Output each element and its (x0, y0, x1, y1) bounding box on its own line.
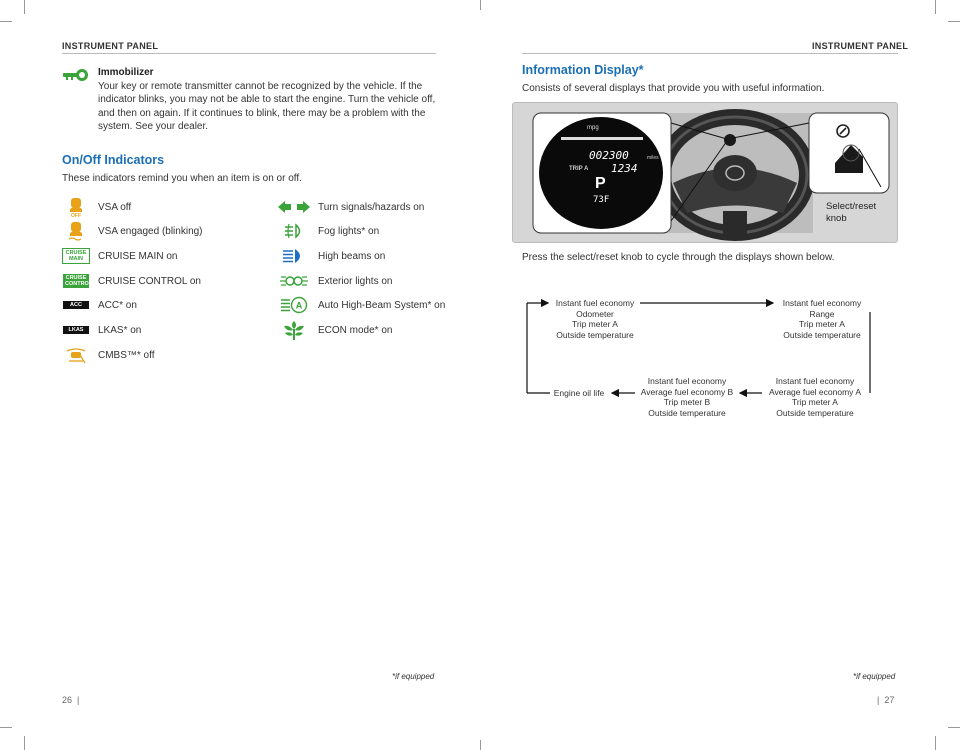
auto-high-beam-icon (276, 295, 312, 315)
display-trip-value: 1234 (611, 162, 638, 175)
crop-mark (935, 0, 936, 14)
crop-mark (480, 740, 481, 750)
crop-mark (0, 727, 12, 728)
left-footnote: *if equipped (392, 672, 435, 681)
indicator-label: VSA engaged (blinking) (98, 225, 203, 237)
onoff-intro: These indicators remind you when an item is on or off. (62, 173, 302, 184)
right-page-number: | 27 (877, 695, 895, 705)
crop-mark (24, 736, 25, 750)
indicator-label: Turn signals/hazards on (318, 201, 425, 213)
indicator-label: ACC* on (98, 299, 137, 311)
crop-mark (948, 21, 960, 22)
right-header-rule (522, 53, 898, 54)
cycle-display-5: Engine oil life (553, 388, 605, 398)
crop-mark (935, 736, 936, 750)
fuel-economy-bar (561, 137, 643, 140)
cycle-display-4: Instant fuel economy Average fuel economy B Trip meter B Outside temperature (640, 376, 734, 418)
indicator-row (62, 196, 131, 218)
indicator-row (62, 220, 203, 242)
indicator-label: Exterior lights on (318, 275, 393, 287)
crop-mark (948, 727, 960, 728)
high-beam-icon (276, 246, 312, 266)
info-intro: Consists of several displays that provide you with useful information. (522, 83, 825, 94)
vsa-icon (62, 221, 90, 241)
indicator-row (276, 294, 445, 316)
indicator-label: CRUISE CONTROL on (98, 275, 201, 287)
indicator-row (276, 196, 424, 218)
display-odometer: 002300 (589, 149, 629, 162)
crop-mark (24, 0, 25, 14)
indicator-label: VSA off (98, 201, 132, 213)
indicator-row (276, 220, 379, 242)
indicator-row (276, 270, 392, 292)
cycle-display-2: Instant fuel economy Range Trip meter A Outside temperature (782, 298, 862, 340)
display-trip-label: TRIP A (569, 166, 589, 172)
indicator-row (62, 245, 177, 267)
indicator-row (62, 319, 141, 341)
turn-signal-icon (276, 197, 312, 217)
knob-label: Select/reset knob (826, 201, 877, 224)
lkas-icon: LKAS (62, 320, 90, 340)
onoff-title: On/Off Indicators (62, 153, 165, 167)
immobilizer-title: Immobilizer (98, 67, 154, 78)
display-temperature: 73F (593, 195, 610, 205)
acc-icon: ACC (62, 295, 90, 315)
display-gear: P (595, 175, 606, 192)
cruise-control-icon: CRUISE CONTROL (65, 275, 93, 287)
instrument-figure (512, 102, 898, 243)
left-header-rule (62, 53, 436, 54)
indicator-row (62, 294, 137, 316)
svg-text:A: A (295, 300, 303, 311)
info-instruction: Press the select/reset knob to cycle through the displays shown below. (522, 252, 835, 263)
fog-light-icon (276, 221, 312, 241)
right-footnote: *if equipped (853, 672, 896, 681)
indicator-label: Auto High-Beam System* on (318, 299, 446, 311)
display-odometer-unit: miles (647, 155, 659, 161)
cycle-display-3: Instant fuel economy Average fuel economy A Trip meter A Outside temperature (769, 376, 861, 418)
indicator-label: High beams on (318, 250, 386, 262)
info-title: Information Display* (522, 63, 644, 77)
cmbs-off-icon (62, 345, 90, 365)
right-page-header: INSTRUMENT PANEL (812, 41, 909, 51)
indicator-label: LKAS* on (98, 324, 142, 336)
indicator-row (62, 270, 201, 292)
cycle-display-1: Instant fuel economy Odometer Trip meter A Outside temperature (555, 298, 635, 340)
indicator-label: ECON mode* on (318, 324, 393, 336)
vsa-off-icon (62, 197, 90, 217)
display-unit: mpg (587, 125, 599, 131)
indicator-label: Fog lights* on (318, 225, 380, 237)
exterior-lights-icon (276, 271, 312, 291)
left-page-header: INSTRUMENT PANEL (62, 41, 159, 51)
indicator-row (276, 319, 392, 341)
svg-text:OFF: OFF (71, 213, 81, 217)
indicator-label: CMBS™* off (98, 349, 155, 361)
indicator-row (276, 245, 385, 267)
left-page-number: 26 | (62, 695, 80, 705)
econ-mode-icon (276, 320, 312, 340)
crop-mark (480, 0, 481, 10)
indicator-row (62, 344, 155, 366)
indicator-label: CRUISE MAIN on (98, 250, 178, 262)
immobilizer-icon (62, 68, 90, 87)
immobilizer-section (98, 66, 438, 134)
crop-mark (0, 21, 12, 22)
cruise-main-icon: CRUISE MAIN (62, 246, 90, 266)
immobilizer-text: Your key or remote transmitter cannot be recognized by the vehicle. If the indicator blinks, you may not be able to start the engine. Turn the vehicle off, and then on again. If it continues to blink, there may be a problem with the system. See your dealer. (98, 80, 436, 132)
